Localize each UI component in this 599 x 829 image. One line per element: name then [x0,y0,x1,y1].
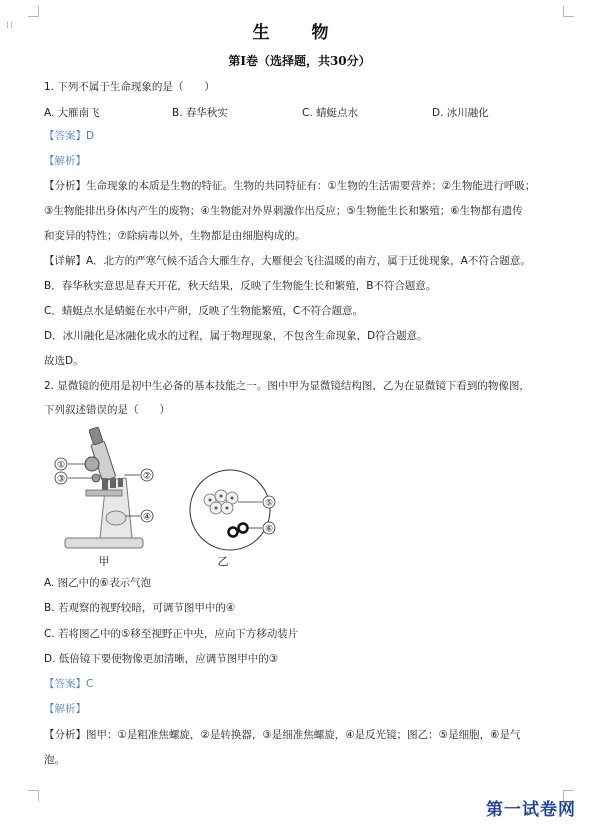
page-corner-mark [563,6,574,17]
question-stem: 2. 显微镜的使用是初中生必备的基本技能之一。图中甲为显微镜结构图，乙为在显微镜下看到的物像图， [44,380,530,392]
answer-label: 【答案】D [44,130,95,142]
page-corner-mark [28,790,39,801]
option: C. 蜻蜓点水 [302,107,359,119]
figure-label-2: ② [142,471,152,482]
question-stem: 1. 下列不属于生命现象的是（ ） [44,81,215,93]
analysis-text: ③生物能排出身体内产生的废物；④生物能对外界刺激作出反应；⑤生物能生长和繁殖；⑥生物都有遗传 [44,205,523,217]
section-heading: 第Ⅰ卷（选择题，共30分） [228,54,371,68]
analysis-text: 【分析】图甲：①是粗准焦螺旋，②是转换器，③是细准焦螺旋，④是反光镜；图乙：⑤是细胞，⑥是气 [44,729,521,741]
analysis-text: C．蜻蜓点水是蜻蜓在水中产卵，反映了生物能繁殖，C不符合题意。 [44,305,364,317]
watermark-logo: 第一试卷网 [486,800,576,820]
analysis-text: 【分析】生命现象的本质是生物的特征。生物的共同特征有：①生物的生活需要营养；②生物能进行呼吸； [44,180,536,192]
question-stem: 下列叙述错误的是（ ） [44,404,170,416]
microscope-figure [40,420,300,570]
analysis-text: B．春华秋实意思是春天开花，秋天结果，反映了生物能生长和繁殖，B不符合题意。 [44,280,437,292]
page-title: 生 物 [252,23,347,43]
analysis-text: 故选D。 [44,355,84,367]
figure-label-3: ③ [56,474,66,485]
option: A. 大雁南飞 [44,107,100,119]
field-of-view-illustration [190,470,275,568]
analysis-label: 【解析】 [44,703,86,715]
analysis-text: 和变异的特性；⑦除病毒以外，生物都是由细胞构成的。 [44,230,306,242]
option: B. 春华秋实 [172,107,228,119]
analysis-text: 【详解】A．北方的严寒气候不适合大雁生存，大雁便会飞往温暖的南方，属于迁徙现象，A不符合题意。 [44,255,531,267]
option: B. 若观察的视野较暗，可调节图甲中的④ [44,602,236,614]
figure-label-4: ④ [142,512,152,523]
microscope-illustration [55,427,153,568]
option: D. 低倍镜下要使物像更加清晰，应调节图甲中的③ [44,653,279,665]
page-corner-mark [28,6,39,17]
figure-caption-yi: 乙 [217,555,229,568]
drag-handle-icon[interactable]: ⁞⁞ [6,21,14,31]
figure-label-5: ⑤ [264,498,274,509]
analysis-text: D．冰川融化是冰融化成水的过程，属于物理现象，不包含生命现象，D符合题意。 [44,330,428,342]
analysis-label: 【解析】 [44,155,86,167]
option: D. 冰川融化 [432,107,489,119]
figure-label-1: ① [56,460,66,471]
figure-caption-jia: 甲 [98,555,110,568]
option: A. 图乙中的⑥表示气泡 [44,577,152,589]
figure-label-6: ⑥ [264,524,274,535]
analysis-text: 泡。 [44,754,65,766]
option: C. 若将图乙中的⑤移至视野正中央，应向下方移动装片 [44,628,299,640]
answer-label: 【答案】C [44,678,94,690]
